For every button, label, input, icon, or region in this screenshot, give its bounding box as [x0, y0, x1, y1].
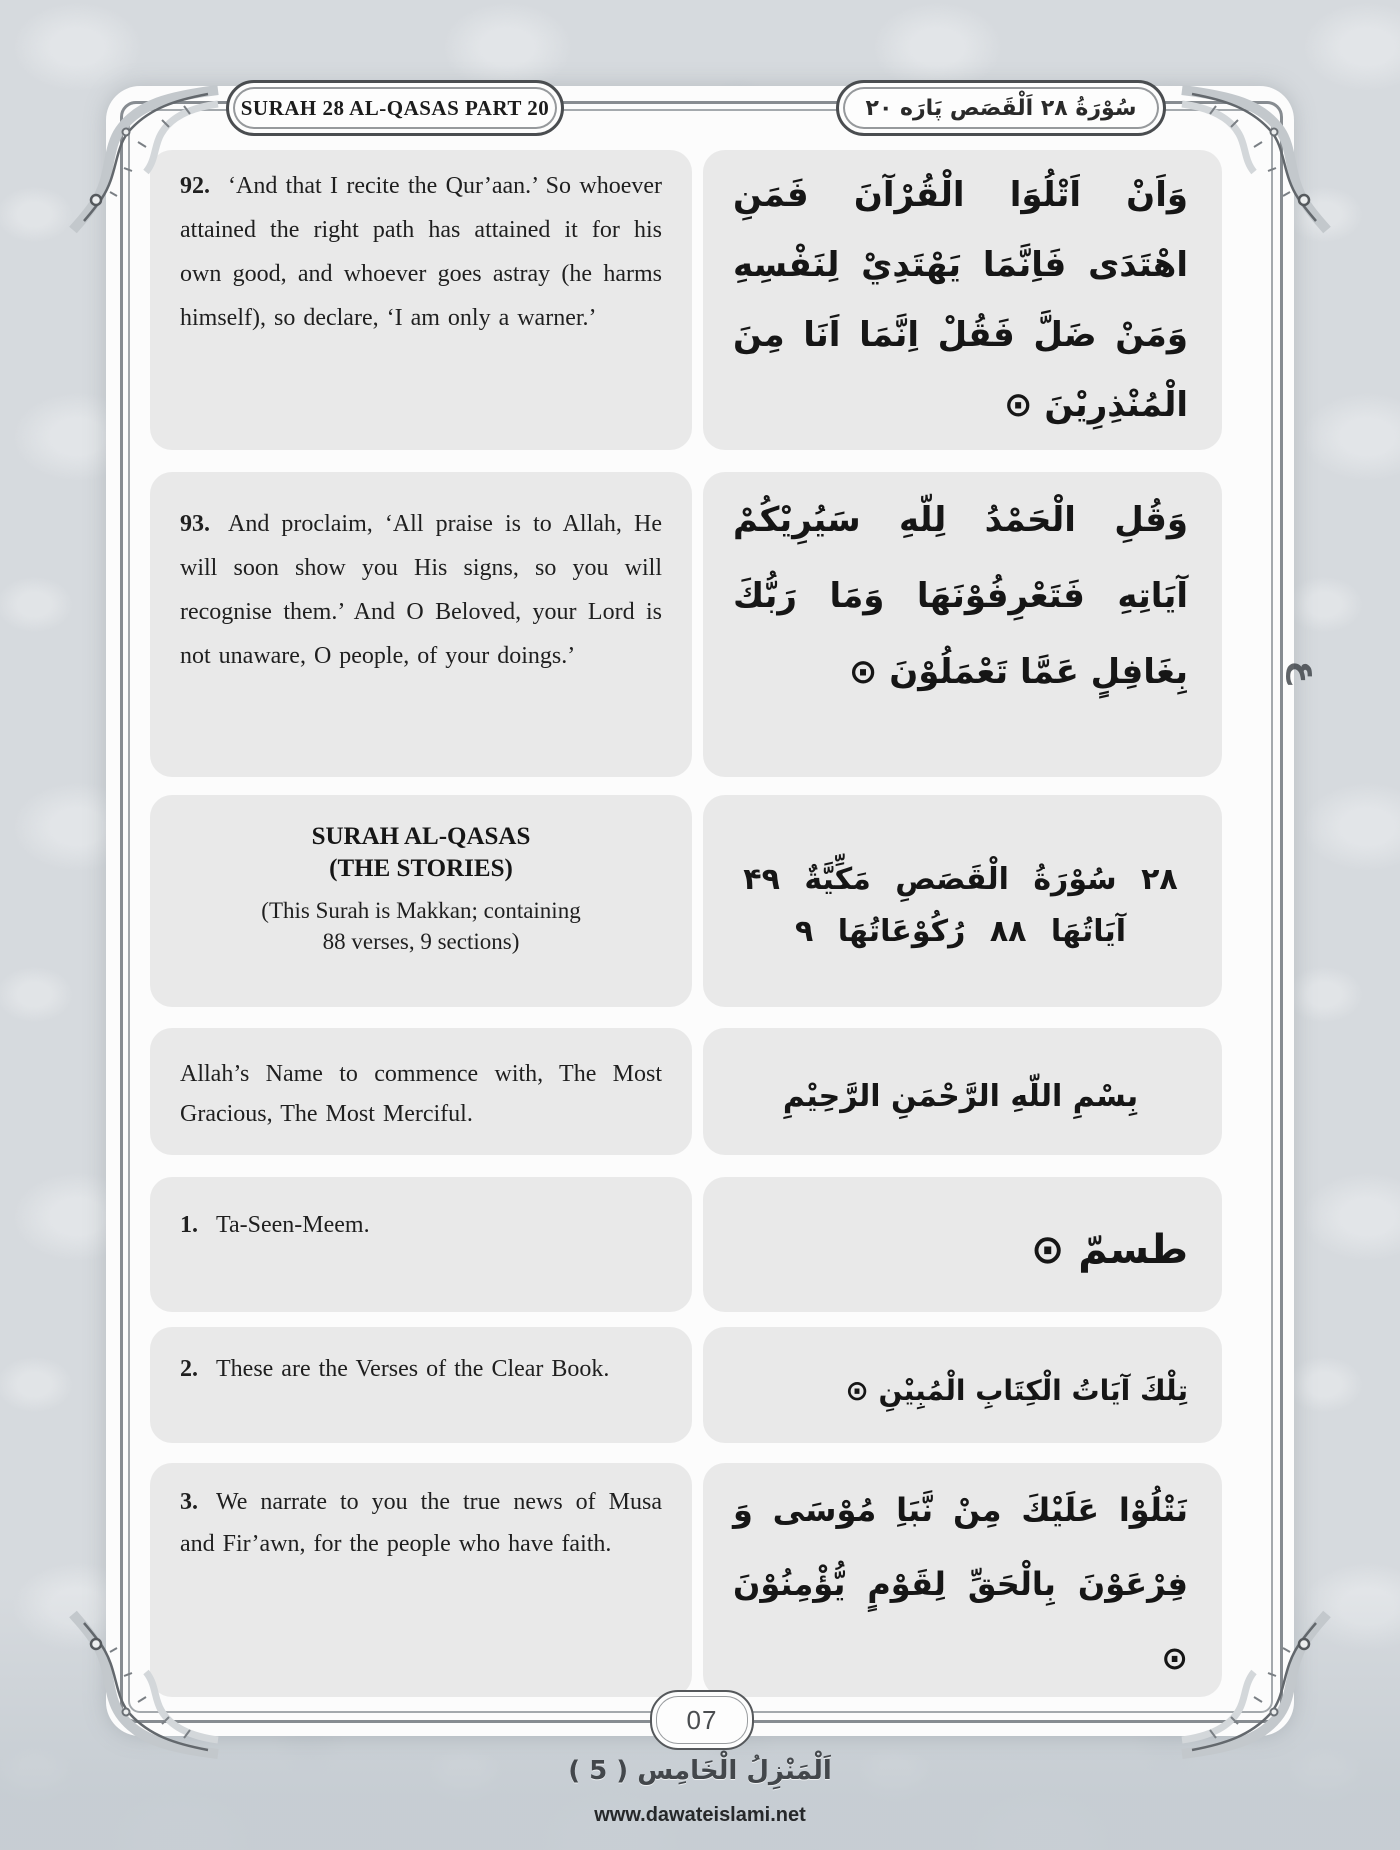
translation-block-2 — [150, 1327, 692, 1443]
header-title-pill-english — [226, 80, 564, 136]
surah-part-title-en: SURAH 28 AL-QASAS PART 20 — [240, 95, 550, 120]
surah-name-translation: (THE STORIES) — [329, 855, 513, 882]
translation-block-93 — [150, 472, 692, 777]
surah-info-line2: 88 verses, 9 sections) — [322, 929, 520, 954]
arabic-block-3 — [703, 1463, 1222, 1697]
verse-translation-92: ‘And that I recite the Qur’aan.’ So whoever attained the right path has attained it for his own good, and whoever goes astray (he harms himself), so declare, ‘I am only a warner.’ — [180, 173, 662, 331]
arabic-block-93 — [703, 472, 1222, 777]
verse-number-93: 93. — [180, 511, 210, 537]
translation-text-2 — [180, 1347, 662, 1391]
page-number-pill — [650, 1690, 754, 1750]
surah-title-row — [150, 795, 1222, 1007]
verse-number-92: 92. — [180, 173, 210, 199]
verse-translation-93: And proclaim, ‘All praise is to Allah, He will soon show you His signs, so you will recognise them.’ And O Beloved, your Lord is not unaware, O people, of your doings.’ — [180, 511, 662, 669]
surah-header-ar-line1: ۲۸ سُوْرَةُ الْقَصَصِ مَكِّيَّةٌ ۴۹ — [743, 862, 1178, 897]
surah-info-line1: (This Surah is Makkan; containing — [261, 898, 581, 923]
translation-block-3 — [150, 1463, 692, 1697]
translation-block-1 — [150, 1177, 692, 1312]
ruku-marker: ع — [1285, 660, 1326, 684]
verse-row-92 — [150, 150, 1222, 450]
manzil-label: اَلْمَنْزِلُ الْخَامِس ( 5 ) — [568, 1756, 832, 1786]
surah-part-title-ar: سُوْرَةُ ۲۸ اَلْقَصَص پَارَه ۲۰ — [865, 95, 1137, 121]
surah-title-arabic-block — [703, 795, 1222, 1007]
translation-text-1 — [180, 1203, 662, 1247]
translation-text-92 — [180, 164, 662, 340]
verse-translation-1: Ta-Seen-Meem. — [216, 1212, 370, 1238]
arabic-verse-93: وَقُلِ الْحَمْدُ لِلّهِ سَيُرِيْكُمْ آيَاتِهِ فَتَعْرِفُوْنَهَا وَمَا رَبُّكَ بِغَافِلٍ عَمَّا تَعْمَلُوْنَ ⊙ — [733, 500, 1188, 692]
translation-block-92 — [150, 150, 692, 450]
surah-title-block — [150, 795, 692, 1007]
bismillah-arabic-block — [703, 1028, 1222, 1155]
verse-translation-3: We narrate to you the true news of Musa and Fir’awn, for the people who have faith. — [180, 1489, 662, 1557]
verse-row-93 — [150, 472, 1222, 777]
arabic-block-1 — [703, 1177, 1222, 1312]
header-title-pill-arabic — [836, 80, 1166, 136]
arabic-block-2 — [703, 1327, 1222, 1443]
arabic-verse-92: وَاَنْ اَتْلُوَا الْقُرْآنَ فَمَنِ اهْتَدَى فَاِنَّمَا يَهْتَدِيْ لِنَفْسِهِ وَمَنْ ضَلَّ فَقُلْ اِنَّمَا اَنَا مِنَ الْمُنْذِرِيْنَ ⊙ — [733, 175, 1188, 425]
translation-text-93 — [180, 502, 662, 678]
translation-text-3 — [180, 1481, 662, 1565]
bismillah-translation: Allah’s Name to commence with, The Most Gracious, The Most Merciful. — [180, 1061, 662, 1127]
verse-number-1: 1. — [180, 1212, 198, 1238]
verse-number-3: 3. — [180, 1489, 198, 1515]
arabic-block-92 — [703, 150, 1222, 450]
surah-header-ar-line2: آيَاتُهَا ۸۸ رُكُوْعَاتُهَا ۹ — [794, 914, 1127, 949]
verse-translation-2: These are the Verses of the Clear Book. — [216, 1356, 610, 1382]
verse-row-2 — [150, 1327, 1222, 1443]
arabic-verse-3: نَتْلُوْا عَلَيْكَ مِنْ نَّبَاِ مُوْسَى وَ فِرْعَوْنَ بِالْحَقِّ لِقَوْمٍ يُّؤْمِنُوْنَ ⊙ — [733, 1491, 1188, 1677]
verse-rows-container — [150, 150, 1222, 1697]
verse-row-3 — [150, 1463, 1222, 1697]
bismillah-row — [150, 1028, 1222, 1155]
arabic-verse-2: تِلْكَ آيَاتُ الْكِتَابِ الْمُبِيْنِ ⊙ — [845, 1373, 1188, 1407]
website-url[interactable]: www.dawateislami.net — [594, 1804, 806, 1826]
arabic-verse-1: طسمّ ⊙ — [1030, 1226, 1188, 1273]
bismillah-arabic: بِسْمِ اللّهِ الرَّحْمَنِ الرَّحِيْمِ — [782, 1079, 1139, 1114]
bismillah-translation-block — [150, 1028, 692, 1155]
page-number: 07 — [686, 1704, 718, 1735]
verse-number-2: 2. — [180, 1356, 198, 1382]
surah-name-en: SURAH AL-QASAS — [311, 823, 531, 850]
verse-row-1 — [150, 1177, 1222, 1312]
